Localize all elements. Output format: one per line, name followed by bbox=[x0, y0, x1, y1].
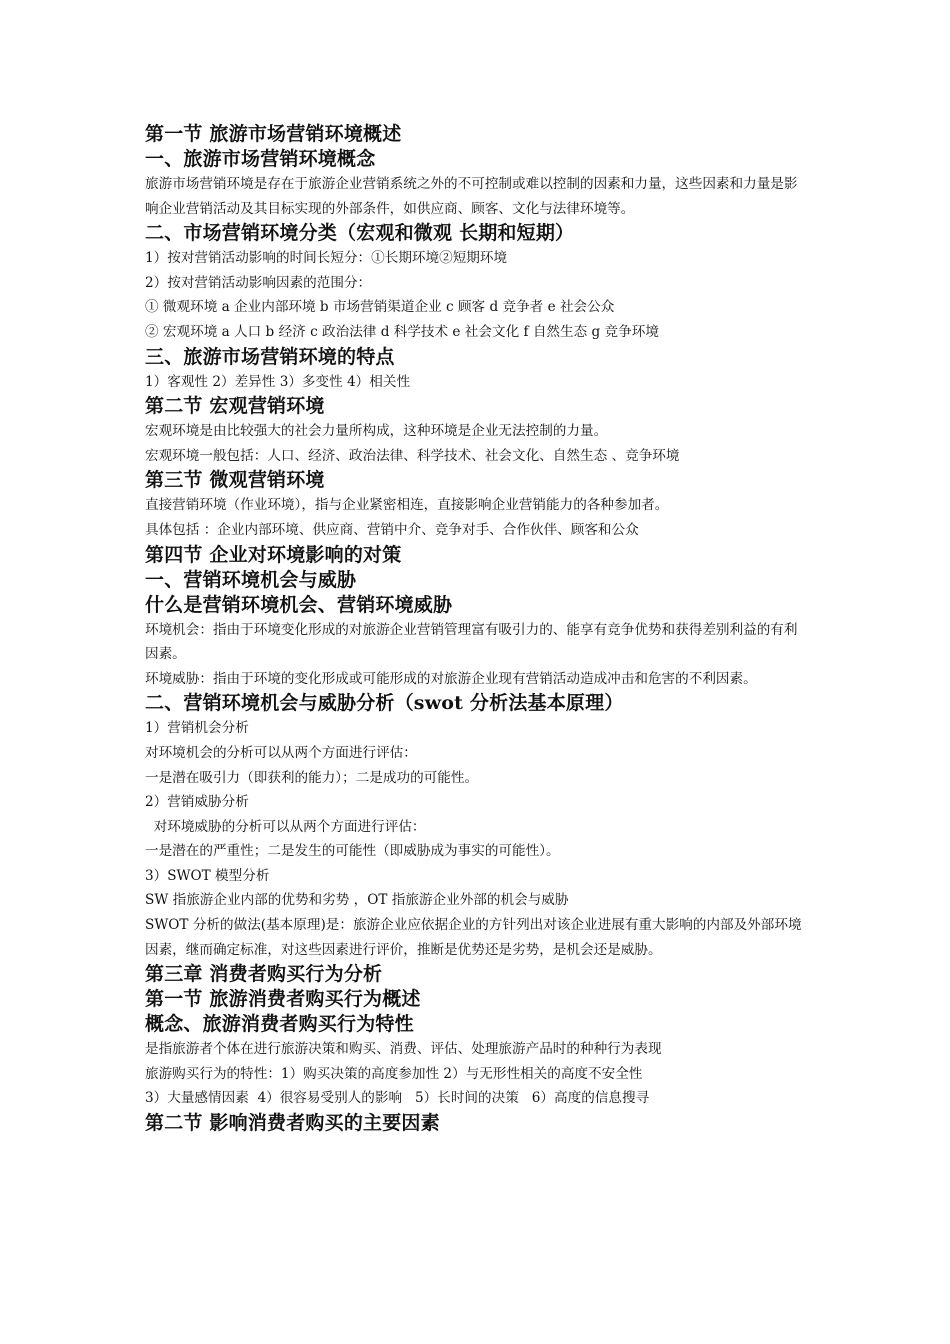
chapter-heading: 第三章 消费者购买行为分析 bbox=[145, 963, 383, 986]
list-item: 1）客观性 2）差异性 3）多变性 4）相关性 bbox=[145, 373, 411, 390]
document-page bbox=[145, 122, 810, 1136]
paragraph: 宏观环境一般包括：人口、经济、政治法律、科学技术、社会文化、自然生态 、竞争环境 bbox=[145, 447, 680, 464]
section-heading: 第一节 旅游市场营销环境概述 bbox=[145, 123, 402, 145]
paragraph: 一是潜在吸引力（即获利的能力）；二是成功的可能性。 bbox=[145, 769, 479, 786]
section-heading: 第二节 宏观营销环境 bbox=[145, 395, 325, 418]
paragraph: 对环境威胁的分析可以从两个方面进行评估： bbox=[145, 818, 426, 835]
paragraph: 环境机会：指由于环境变化形成的对旅游企业营销管理富有吸引力的、能享有竞争优势和获得差别利益的有利因素。 bbox=[145, 621, 798, 663]
list-item: ① 微观环境 a 企业内部环境 b 市场营销渠道企业 c 顾客 d 竞争者 e 社会公众 bbox=[145, 299, 615, 316]
paragraph: SW 指旅游企业内部的优势和劣势 ，OT 指旅游企业外部的机会与威胁 bbox=[145, 892, 569, 909]
list-item: 1）营销机会分析 bbox=[145, 720, 249, 737]
paragraph: 宏观环境是由比较强大的社会力量所构成，这种环境是企业无法控制的力量。 bbox=[145, 423, 608, 440]
subsection-heading: 概念、旅游消费者购买行为特性 bbox=[145, 1013, 414, 1036]
subsection-heading: 二、营销环境机会与威胁分析（swot 分析法基本原理） bbox=[145, 692, 624, 715]
list-item: 3）SWOT 模型分析 bbox=[145, 867, 270, 884]
list-item: 1）按对营销活动影响的时间长短分：①长期环境②短期环境 bbox=[145, 250, 508, 267]
subsection-heading: 什么是营销环境机会、营销环境威胁 bbox=[145, 593, 453, 616]
list-item: 3）大量感情因素 4）很容易受别人的影响 5）长时间的决策 6）高度的信息搜寻 bbox=[145, 1090, 650, 1107]
section-heading: 第三节 微观营销环境 bbox=[145, 469, 325, 492]
paragraph: 环境威胁：指由于环境的变化形成或可能形成的对旅游企业现有营销活动造成冲击和危害的不利因素。 bbox=[145, 670, 757, 687]
section-heading: 第一节 旅游消费者购买行为概述 bbox=[145, 988, 421, 1011]
section-heading: 第二节 影响消费者购买的主要因素 bbox=[145, 1112, 440, 1135]
list-item: ② 宏观环境 a 人口 b 经济 c 政治法律 d 科学技术 e 社会文化 f 自然生态 g 竞争环境 bbox=[145, 323, 659, 340]
paragraph: SWOT 分析的做法(基本原理)是：旅游企业应依据企业的方针列出对该企业进展有重大影响的内部及外部环境因素，继而确定标准，对这些因素进行评价，推断是优势还是劣势，是机会还是威胁。 bbox=[145, 917, 802, 958]
paragraph: 对环境机会的分析可以从两个方面进行评估： bbox=[145, 744, 417, 761]
paragraph: 直接营销环境（作业环境），指与企业紧密相连，直接影响企业营销能力的各种参加者。 bbox=[145, 497, 669, 514]
section-heading: 第四节 企业对环境影响的对策 bbox=[145, 543, 402, 566]
list-item: 2）营销威胁分析 bbox=[145, 794, 249, 811]
paragraph: 具体包括 ：企业内部环境、供应商、营销中介、竞争对手、合作伙伴、顾客和公众 bbox=[145, 521, 639, 538]
paragraph: 旅游购买行为的特性：1）购买决策的高度参加性 2）与无形性相关的高度不安全性 bbox=[145, 1065, 643, 1082]
paragraph: 一是潜在的严重性；二是发生的可能性（即威胁成为事实的可能性）。 bbox=[145, 843, 560, 860]
list-item: 2）按对营销活动影响因素的范围分： bbox=[145, 274, 372, 291]
subsection-heading: 一、营销环境机会与威胁 bbox=[145, 568, 357, 591]
subsection-heading: 三、旅游市场营销环境的特点 bbox=[145, 345, 395, 368]
subsection-heading: 一、旅游市场营销环境概念 bbox=[145, 148, 376, 170]
paragraph: 是指旅游者个体在进行旅游决策和购买、消费、评估、处理旅游产品时的种种行为表现 bbox=[145, 1041, 662, 1058]
paragraph: 旅游市场营销环境是存在于旅游企业营销系统之外的不可控制或难以控制的因素和力量，这些因素和力量是影响企业营销活动及其目标实现的外部条件，如供应商、顾客、文化与法律环境等。 bbox=[145, 176, 798, 217]
subsection-heading: 二、市场营销环境分类（宏观和微观 长期和短期） bbox=[145, 222, 575, 245]
